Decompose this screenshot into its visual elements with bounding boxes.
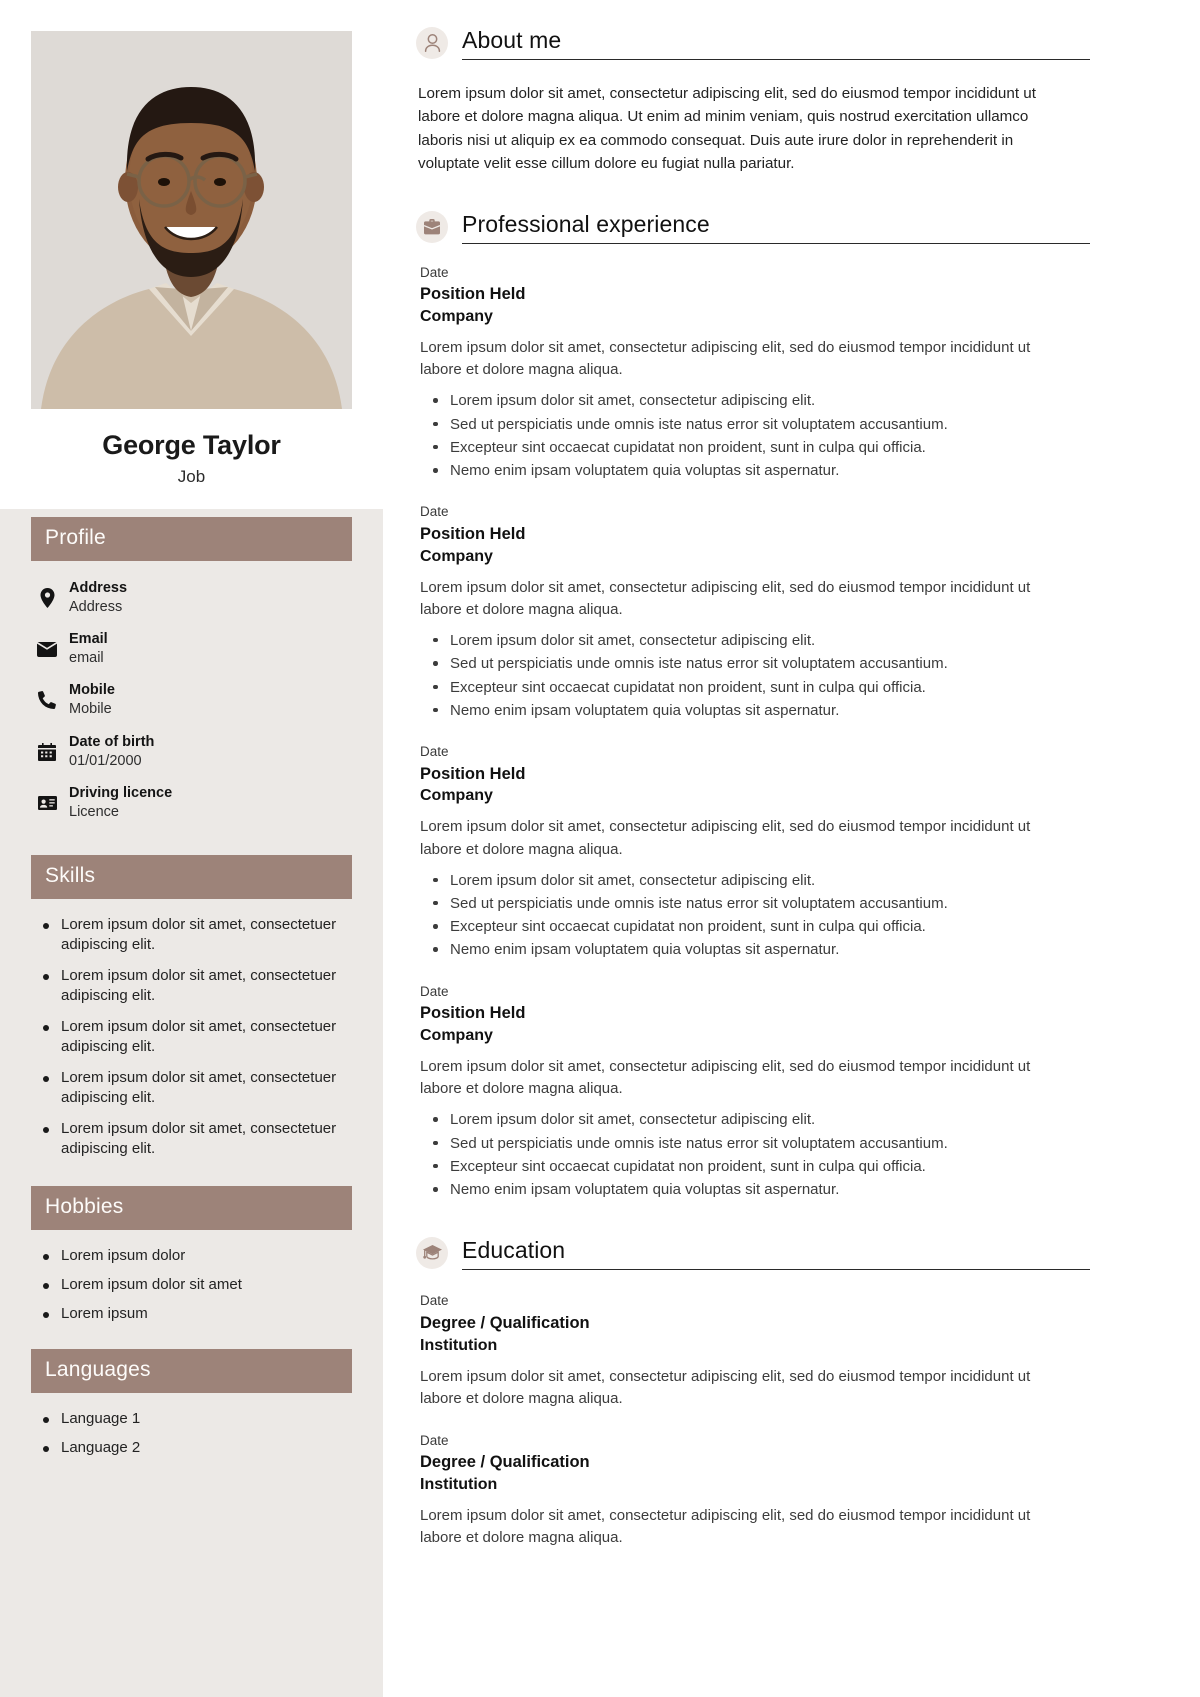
education-entry (416, 1410, 1090, 1549)
envelope-icon (33, 642, 61, 657)
section-title: Professional experience (462, 211, 710, 237)
languages-list (31, 1393, 352, 1483)
entry-bullet-list (420, 870, 1090, 961)
entry-date: Date (420, 264, 449, 280)
list-item: Lorem ipsum (35, 1304, 352, 1324)
skills-list (31, 899, 352, 1185)
list-item: Lorem ipsum dolor sit amet, consectetur adipiscing elit. (426, 870, 1090, 891)
sidebar-sections (0, 487, 383, 1483)
entry-institution: Institution (420, 1336, 498, 1354)
education-section (416, 1236, 1090, 1549)
entry-position: Position Held (420, 285, 526, 304)
entry-bullet-list (420, 630, 1090, 721)
contact-row-email (33, 630, 352, 668)
contact-row-address (33, 579, 352, 617)
list-item: Lorem ipsum dolor sit amet, consectetur adipiscing elit. (426, 630, 1090, 651)
contact-label: Email (69, 631, 108, 648)
list-item: Lorem ipsum dolor sit amet, consectetur adipiscing elit. (426, 390, 1090, 411)
entry-bullet-list (420, 390, 1090, 481)
experience-section (416, 210, 1090, 1200)
contact-value: 01/01/2000 (69, 752, 142, 769)
section-rule (462, 1269, 1090, 1270)
languages-section-heading: Languages (31, 1349, 352, 1393)
entry-description: Lorem ipsum dolor sit amet, consectetur adipiscing elit, sed do eiusmod tempor incididunt ut labore et dolore magna aliqua. (420, 339, 1031, 379)
list-item: Lorem ipsum dolor sit amet, consectetuer adipiscing elit. (35, 1068, 352, 1108)
section-rule (462, 243, 1090, 244)
profile-section-heading: Profile (31, 517, 352, 561)
list-item: Lorem ipsum dolor (35, 1246, 352, 1266)
list-item: Sed ut perspiciatis unde omnis iste natus error sit voluptatem accusantium. (426, 414, 1090, 435)
list-item: Sed ut perspiciatis unde omnis iste natus error sit voluptatem accusantium. (426, 653, 1090, 674)
experience-entry (416, 483, 1090, 721)
photo-container (0, 0, 383, 409)
candidate-name: George Taylor (102, 430, 281, 460)
entry-description: Lorem ipsum dolor sit amet, consectetur adipiscing elit, sed do eiusmod tempor incididunt ut labore et dolore magna aliqua. (420, 1367, 1031, 1407)
main-column (383, 0, 1200, 1697)
contact-label: Address (69, 579, 128, 596)
contact-row-driving-licence (33, 784, 352, 822)
list-item: Lorem ipsum dolor sit amet, consectetuer adipiscing elit. (35, 915, 352, 955)
entry-company: Company (420, 1027, 493, 1045)
contact-value: Address (69, 598, 123, 615)
list-item: Lorem ipsum dolor sit amet (35, 1275, 352, 1295)
contact-list (31, 561, 352, 841)
id-card-icon (33, 796, 61, 810)
hobbies-section-heading: Hobbies (31, 1186, 352, 1230)
section-title: About me (462, 27, 562, 53)
list-item: Excepteur sint occaecat cupidatat non proident, sunt in culpa qui officia. (426, 677, 1090, 698)
about-me-header (416, 26, 1090, 60)
education-entry (416, 1270, 1090, 1409)
entry-bullet-list (420, 1109, 1090, 1200)
sidebar (0, 0, 383, 1697)
graduation-cap-icon (416, 1237, 448, 1269)
person-icon (416, 27, 448, 59)
entry-date: Date (420, 504, 449, 520)
list-item: Excepteur sint occaecat cupidatat non proident, sunt in culpa qui officia. (426, 1156, 1090, 1177)
entry-degree: Degree / Qualification (420, 1313, 590, 1332)
entry-position: Position Held (420, 524, 526, 543)
phone-icon (33, 691, 61, 709)
entry-position: Position Held (420, 1004, 526, 1023)
entry-date: Date (420, 983, 449, 999)
entry-degree: Degree / Qualification (420, 1453, 590, 1472)
list-item: Lorem ipsum dolor sit amet, consectetuer adipiscing elit. (35, 1119, 352, 1159)
entry-description: Lorem ipsum dolor sit amet, consectetur adipiscing elit, sed do eiusmod tempor incididunt ut labore et dolore magna aliqua. (420, 1507, 1031, 1547)
experience-entry (416, 963, 1090, 1201)
list-item: Sed ut perspiciatis unde omnis iste natus error sit voluptatem accusantium. (426, 893, 1090, 914)
section-title: Education (462, 1237, 566, 1264)
list-item: Nemo enim ipsam voluptatem quia voluptas sit aspernatur. (426, 700, 1090, 721)
skills-section-heading: Skills (31, 855, 352, 899)
briefcase-icon (416, 211, 448, 243)
list-item: Excepteur sint occaecat cupidatat non proident, sunt in culpa qui officia. (426, 916, 1090, 937)
location-pin-icon (33, 588, 61, 608)
list-item: Language 1 (35, 1409, 352, 1429)
list-item: Language 2 (35, 1438, 352, 1458)
entry-position: Position Held (420, 764, 526, 783)
contact-row-mobile (33, 681, 352, 719)
list-item: Lorem ipsum dolor sit amet, consectetur adipiscing elit. (426, 1109, 1090, 1130)
contact-value: email (69, 650, 104, 667)
contact-label: Date of birth (69, 733, 155, 750)
list-item: Lorem ipsum dolor sit amet, consectetuer adipiscing elit. (35, 966, 352, 1006)
list-item: Sed ut perspiciatis unde omnis iste natus error sit voluptatem accusantium. (426, 1133, 1090, 1154)
contact-label: Mobile (69, 682, 115, 699)
entry-description: Lorem ipsum dolor sit amet, consectetur adipiscing elit, sed do eiusmod tempor incididunt ut labore et dolore magna aliqua. (420, 578, 1031, 618)
entry-description: Lorem ipsum dolor sit amet, consectetur adipiscing elit, sed do eiusmod tempor incididunt ut labore et dolore magna aliqua. (420, 818, 1031, 858)
section-rule (462, 59, 1090, 60)
about-me-section (416, 26, 1090, 176)
education-header (416, 1236, 1090, 1270)
entry-institution: Institution (420, 1475, 498, 1493)
contact-value: Mobile (69, 701, 112, 718)
list-item: Lorem ipsum dolor sit amet, consectetuer adipiscing elit. (35, 1017, 352, 1057)
entry-description: Lorem ipsum dolor sit amet, consectetur adipiscing elit, sed do eiusmod tempor incididunt ut labore et dolore magna aliqua. (420, 1058, 1031, 1098)
entry-company: Company (420, 547, 493, 565)
list-item: Excepteur sint occaecat cupidatat non proident, sunt in culpa qui officia. (426, 437, 1090, 458)
name-block (0, 409, 383, 487)
contact-value: Licence (69, 803, 119, 820)
list-item: Nemo enim ipsam voluptatem quia voluptas sit aspernatur. (426, 460, 1090, 481)
portrait-photo (31, 31, 352, 409)
entry-date: Date (420, 1432, 449, 1448)
list-item: Nemo enim ipsam voluptatem quia voluptas sit aspernatur. (426, 939, 1090, 960)
list-item: Nemo enim ipsam voluptatem quia voluptas sit aspernatur. (426, 1179, 1090, 1200)
calendar-icon (33, 743, 61, 761)
entry-company: Company (420, 787, 493, 805)
experience-entry (416, 723, 1090, 961)
experience-entry (416, 244, 1090, 482)
candidate-job-title: Job (177, 466, 206, 486)
about-me-text: Lorem ipsum dolor sit amet, consectetur adipiscing elit, sed do eiusmod tempor incididunt ut labore et dolore magna aliqua. Ut enim ad minim veniam, quis nostrud exercitation ullamco laboris nisi ut aliquip ex ea commodo consequat. Duis aute irure dolor in reprehenderit in voluptate velit esse cillum dolore eu fugiat nulla pariatur. (418, 84, 1036, 173)
contact-row-date-of-birth (33, 733, 352, 771)
entry-date: Date (420, 1293, 449, 1309)
hobbies-list (31, 1230, 352, 1349)
entry-company: Company (420, 308, 493, 326)
experience-header (416, 210, 1090, 244)
entry-date: Date (420, 744, 449, 760)
contact-label: Driving licence (69, 784, 173, 801)
